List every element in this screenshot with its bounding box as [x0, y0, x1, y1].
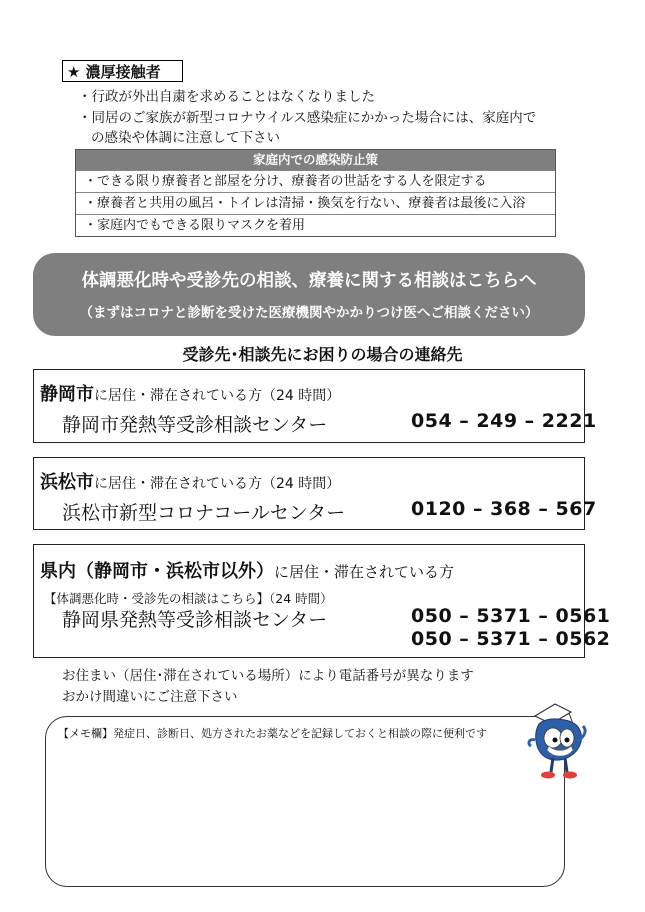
contact-place: 浜松市	[40, 472, 94, 493]
contact-rest: に居住・滞在されている方	[274, 563, 455, 581]
mascot-icon	[525, 700, 587, 782]
contact-center-name: 静岡市発熱等受診相談センター	[62, 414, 328, 436]
prevention-box	[75, 149, 556, 237]
bullet-line: ・同居のご家族が新型コロナウイルス感染症にかかった場合には、家庭内で	[78, 110, 537, 126]
prevention-item: ・療養者と共用の風呂・トイレは清掃・換気を行ない、療養者は最後に入浴	[76, 192, 555, 214]
contact-box-prefecture	[33, 544, 611, 658]
note-line: おかけ間違いにご注意下さい	[62, 689, 238, 705]
prevention-item: ・家庭内でもできる限りマスクを着用	[76, 214, 555, 236]
contact-phone: 0120 – 368 – 567	[411, 498, 597, 520]
contact-center-name: 静岡県発熱等受診相談センター	[62, 609, 328, 631]
contact-box-shizuoka-city	[33, 369, 597, 443]
contacts-heading: 受診先･相談先にお困りの場合の連絡先	[182, 345, 463, 364]
contact-rest: に居住・滞在されている方（24 時間）	[94, 388, 341, 404]
prevention-heading: 家庭内での感染防止策	[76, 150, 555, 170]
contact-place: 静岡市	[40, 384, 94, 405]
memo-box	[45, 716, 565, 887]
contact-target	[40, 380, 340, 406]
bullet-line: ・行政が外出自粛を求めることはなくなりました	[78, 89, 375, 105]
contact-phone: 054 – 249 – 2221	[411, 410, 597, 432]
contact-subnote: 【体調悪化時・受診先の相談はこちら】（24 時間）	[44, 591, 333, 606]
memo-label: 【メモ欄】発症日、診断日、処方されたお薬などを記録しておくと相談の際に便利です	[58, 727, 487, 740]
contact-place: 県内（静岡市・浜松市以外）	[40, 561, 274, 582]
contact-phone: 050 – 5371 – 0561	[411, 605, 611, 627]
contact-target	[40, 468, 340, 494]
prevention-item: ・できる限り療養者と部屋を分け、療養者の世話をする人を限定する	[76, 170, 555, 192]
note-line: お住まい（居住･滞在されている場所）により電話番号が異なります	[62, 668, 474, 684]
banner-sub-text: （まずはコロナと診断を受けた医療機関やかかりつけ医へご相談ください）	[79, 305, 539, 321]
consultation-banner	[33, 253, 585, 336]
contact-center-name: 浜松市新型コロナコールセンター	[62, 502, 346, 524]
bullet-line: の感染や体調に注意して下さい	[91, 130, 280, 146]
close-contact-title: ★ 濃厚接触者	[62, 60, 183, 82]
contact-phone: 050 – 5371 – 0562	[411, 628, 611, 650]
contact-rest: に居住・滞在されている方（24 時間）	[94, 476, 341, 492]
contact-box-hamamatsu-city	[33, 457, 597, 530]
banner-main-text: 体調悪化時や受診先の相談、療養に関する相談はこちらへ	[81, 271, 537, 291]
contact-target	[40, 557, 454, 583]
